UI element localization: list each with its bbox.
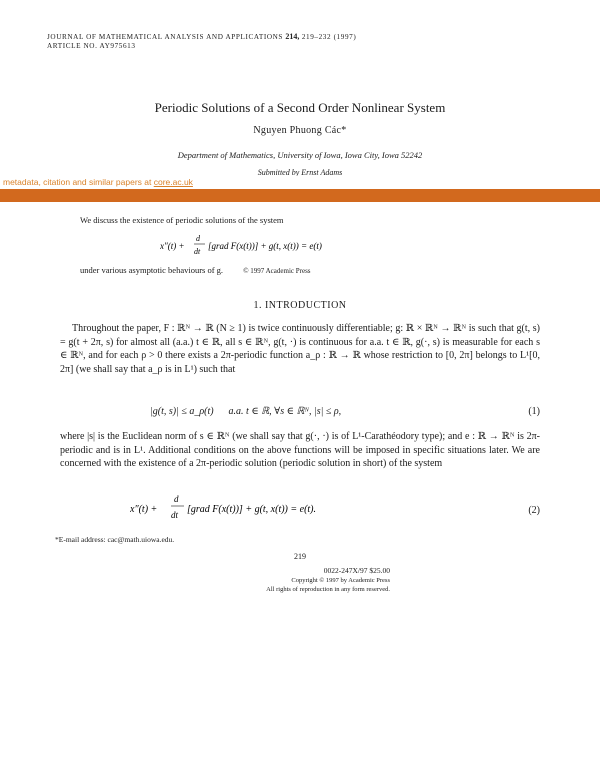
footnote: *E-mail address: cac@math.uiowa.edu. [55,535,175,544]
abstract-copyright: © 1997 Academic Press [243,267,311,275]
journal-volume: 214, [285,32,300,41]
svg-text:d: d [174,494,179,504]
core-banner[interactable] [0,176,333,189]
journal-name: JOURNAL OF MATHEMATICAL ANALYSIS AND APPLICATIONS [47,33,283,41]
banner-text: metadata, citation and similar papers at [3,177,154,187]
abstract-lead: We discuss the existence of periodic solutions of the system [80,215,284,225]
article-number: ARTICLE NO. AY975613 [47,42,136,50]
core-link[interactable]: core.ac.uk [153,177,193,187]
journal-header [47,32,356,41]
paper-title: Periodic Solutions of a Second Order Nonlinear System [154,100,446,115]
equation-1-row [150,406,540,417]
svg-text:dt: dt [171,510,179,520]
author-name: Nguyen Phuong Các* [253,125,347,136]
affiliation: Department of Mathematics, University of Iowa, Iowa City, Iowa 52242 [177,150,423,160]
abstract-tail-text: under various asymptotic behaviours of g. [80,265,224,275]
submitted-by: Submitted by Ernst Adams [257,168,343,176]
section-heading: 1. INTRODUCTION [253,300,347,311]
equation-1-number: (1) [528,406,540,417]
equation-1: |g(t, s)| ≤ a_ρ(t) a.a. t ∈ ℝ, ∀s ∈ ℝᴺ, |s| ≤ ρ, [150,406,342,417]
svg-text:[grad F(x(t))] + g(t, x(t)) =: [grad F(x(t))] + g(t, x(t)) = e(t). [187,504,317,515]
intro-paragraph-1: Throughout the paper, F : ℝᴺ → ℝ (N ≥ 1) is twice continuously differentiable; g: ℝ × ℝᴺ → ℝᴺ is such that g(t, s) = g(t + 2π, s) for almost all (a.a.) t ∈ ℝ, all s ∈ ℝᴺ, g(t, ·) is continuous for a.a. t ∈ ℝ, g(·, s) is measurable for each s ∈ ℝᴺ, and for each ρ > 0 there exists a 2π-periodic function a_ρ : ℝ → ℝ whose restriction to [0, 2π] belongs to L¹[0, 2π] (we shall say that a_ρ is in L¹) such that [60,323,540,375]
copyright-line-2: All rights of reproduction in any form reserved. [266,586,390,593]
abstract-tail [80,265,311,275]
banner-bar [0,189,600,202]
page-number: 219 [294,552,306,561]
equation-2 [130,492,450,524]
svg-text:[grad F(x(t))] + g(t, x(t)) =: [grad F(x(t))] + g(t, x(t)) = e(t) [208,241,322,251]
svg-text:x″(t) +: x″(t) + [130,504,158,515]
svg-text:x″(t) +: x″(t) + [160,241,185,251]
intro-paragraph-2: where |s| is the Euclidean norm of s ∈ ℝᴺ (we shall say that g(·, ·) is of L¹-Carathéodory type); and e : ℝ → ℝᴺ is 2π-periodic and is in L¹. Additional conditions on the above functions will be imposed in specific situations later. We are concerned with the existence of a 2π-periodic solution (periodic solution in short) of the system [60,431,540,469]
svg-text:d: d [196,234,200,243]
equation-2-number: (2) [528,505,540,516]
copyright-line-1: Copyright © 1997 by Academic Press [291,577,390,584]
svg-text:dt: dt [194,247,201,256]
price-line: 0022-247X/97 $25.00 [323,566,390,575]
abstract-equation [160,232,460,258]
journal-pages: 219–232 (1997) [301,33,357,41]
